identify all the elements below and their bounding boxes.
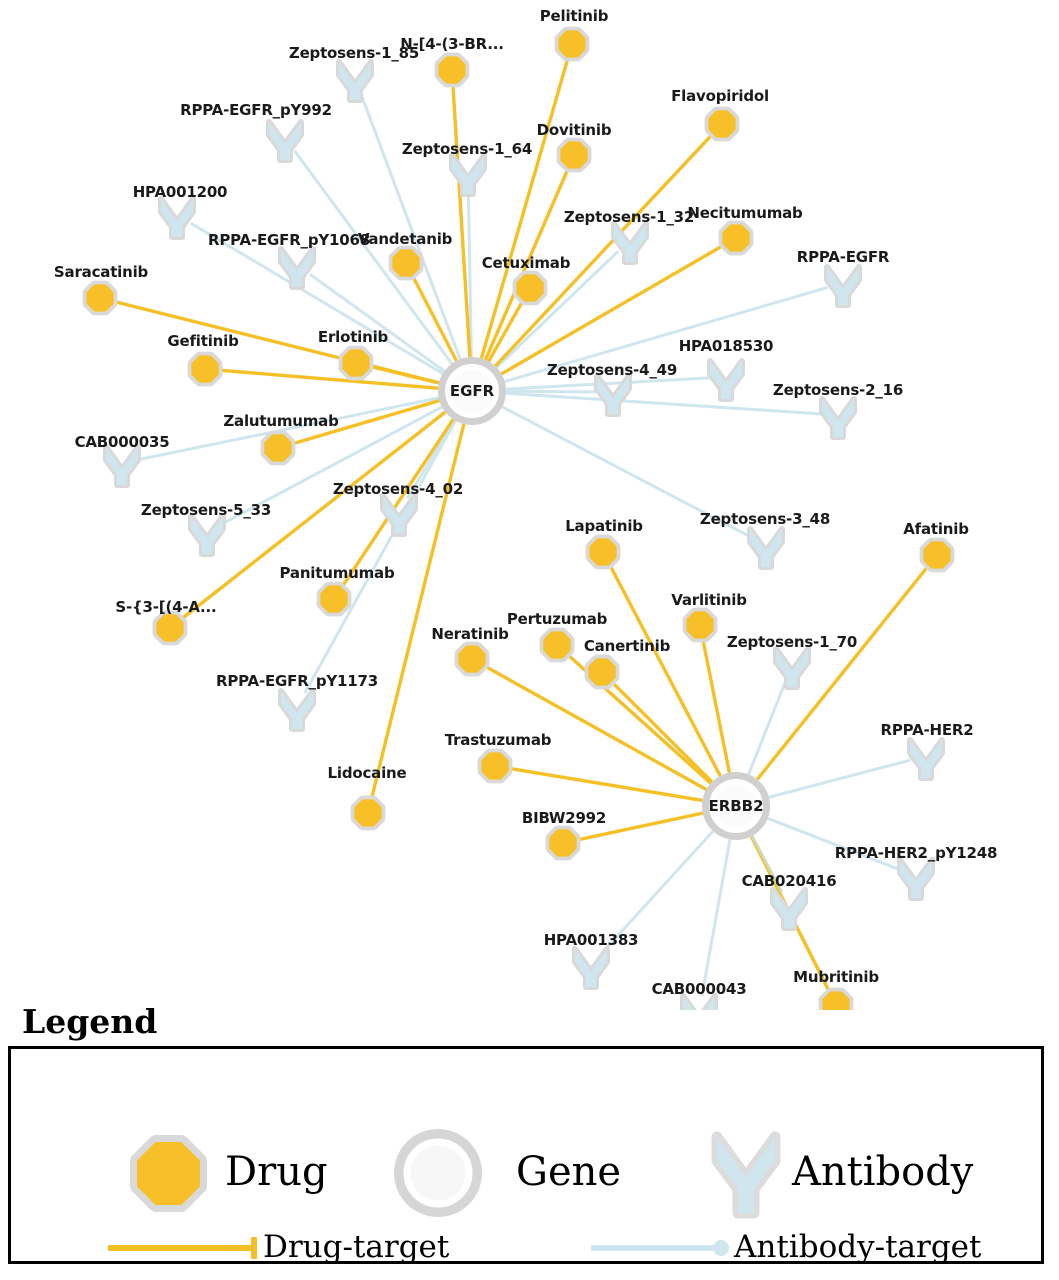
antibody-label: HPA018530 xyxy=(678,337,774,355)
drug-label: Cetuximab xyxy=(481,254,571,272)
drug-label: S-{3-[(4-A... xyxy=(115,598,217,616)
drug-node[interactable] xyxy=(343,350,369,376)
antibody-node[interactable] xyxy=(750,529,782,567)
drug-label: Gefitinib xyxy=(167,332,239,350)
legend-drug-icon xyxy=(138,1143,199,1204)
antibody-node[interactable] xyxy=(827,267,859,305)
drug-label: Panitumumab xyxy=(279,564,395,582)
drug-node[interactable] xyxy=(924,542,950,568)
antibody-label: Zeptosens-1_64 xyxy=(401,140,533,158)
antibody-label: CAB020416 xyxy=(741,872,837,890)
drug-node[interactable] xyxy=(87,285,113,311)
antibody-label: RPPA-EGFR_pY992 xyxy=(180,101,332,119)
antibody-label: RPPA-EGFR_pY1068 xyxy=(208,231,370,249)
drug-node[interactable] xyxy=(439,57,465,83)
drug-node[interactable] xyxy=(157,615,183,641)
antibody-node[interactable] xyxy=(822,399,854,437)
drug-node[interactable] xyxy=(459,646,485,672)
drug-label: Dovitinib xyxy=(536,121,612,139)
drug-node[interactable] xyxy=(590,539,616,565)
drug-node[interactable] xyxy=(517,275,543,301)
antibody-node[interactable] xyxy=(191,516,223,554)
antibody-node[interactable] xyxy=(106,447,138,485)
legend-title: Legend xyxy=(22,1002,158,1041)
gene-label: EGFR xyxy=(449,382,495,400)
drug-node[interactable] xyxy=(687,612,713,638)
drug-label: Afatinib xyxy=(903,520,969,538)
drug-node[interactable] xyxy=(321,586,347,612)
drug-node[interactable] xyxy=(550,830,576,856)
antibody-label: RPPA-EGFR xyxy=(796,248,890,266)
drug-node[interactable] xyxy=(355,800,381,826)
drug-label: Mubritinib xyxy=(793,968,879,986)
legend-antibody-icon xyxy=(717,1137,775,1213)
antibody-label: HPA001200 xyxy=(132,183,228,201)
drug-node[interactable] xyxy=(393,250,419,276)
drug-label: N-[4-(3-BR... xyxy=(400,35,504,53)
drug-node[interactable] xyxy=(723,225,749,251)
antibody-label: Zeptosens-1_70 xyxy=(726,633,858,651)
antibody-label: Zeptosens-5_33 xyxy=(140,501,272,519)
legend-gene-label: Gene xyxy=(516,1149,622,1195)
drug-label: Necitumumab xyxy=(687,204,803,222)
drug-node[interactable] xyxy=(589,659,615,685)
drug-node[interactable] xyxy=(544,632,570,658)
drug-label: Erlotinib xyxy=(317,328,389,346)
drug-node[interactable] xyxy=(709,111,735,137)
antibody-node[interactable] xyxy=(575,949,607,987)
antibody-node[interactable] xyxy=(161,199,193,237)
antibody-label: RPPA-EGFR_pY1173 xyxy=(216,672,378,690)
antibody-node[interactable] xyxy=(773,890,805,928)
antibody-node[interactable] xyxy=(597,376,629,414)
gene-label: ERBB2 xyxy=(708,797,764,815)
drug-node[interactable] xyxy=(192,356,218,382)
drug-label: Pelitinib xyxy=(539,7,609,25)
legend-antibody-label: Antibody xyxy=(792,1149,974,1195)
antibody-label: CAB000035 xyxy=(74,433,170,451)
drug-node[interactable] xyxy=(823,992,849,1010)
antibody-label: Zeptosens-2_16 xyxy=(772,381,904,399)
drug-node[interactable] xyxy=(265,435,291,461)
antibody-label: Zeptosens-4_49 xyxy=(546,361,678,379)
antibody-label: Zeptosens-1_85 xyxy=(288,44,420,62)
drug-label: Lidocaine xyxy=(327,764,407,782)
drug-node[interactable] xyxy=(561,142,587,168)
drug-label: Trastuzumab xyxy=(444,731,552,749)
antibody-label: Zeptosens-1_32 xyxy=(563,208,695,226)
legend-drug-edge xyxy=(108,1237,254,1259)
legend-panel xyxy=(0,1002,1059,1280)
legend-drug-label: Drug xyxy=(225,1149,328,1195)
antibody-label: CAB000043 xyxy=(651,980,747,998)
antibody-label: HPA001383 xyxy=(543,931,639,949)
legend-box xyxy=(8,1046,1044,1264)
drug-label: Varlitinib xyxy=(671,591,747,609)
antibody-label: RPPA-HER2_pY1248 xyxy=(834,844,998,862)
antibody-node[interactable] xyxy=(900,860,932,898)
drug-node[interactable] xyxy=(559,31,585,57)
legend-gene-icon xyxy=(400,1135,476,1211)
drug-label: Vandetanib xyxy=(357,230,453,248)
antibody-node[interactable] xyxy=(339,62,371,100)
antibody-label: RPPA-HER2 xyxy=(880,721,974,739)
drug-label: Saracatinib xyxy=(53,263,149,281)
drug-label: BIBW2992 xyxy=(521,809,607,827)
legend-antibody-target-label: Antibody-target xyxy=(734,1229,982,1265)
antibody-node[interactable] xyxy=(910,740,942,778)
drug-label: Lapatinib xyxy=(565,517,643,535)
drug-label: Pertuzumab xyxy=(506,610,608,628)
drug-label: Neratinib xyxy=(431,625,509,643)
antibody-node[interactable] xyxy=(683,996,715,1010)
legend-drug-target-label: Drug-target xyxy=(263,1229,450,1265)
legend-antibody-edge xyxy=(591,1240,729,1256)
drug-label: Flavopiridol xyxy=(671,87,769,105)
antibody-node[interactable] xyxy=(452,156,484,194)
drug-label: Zalutumumab xyxy=(223,412,339,430)
antibody-label: Zeptosens-4_02 xyxy=(332,480,464,498)
antibody-node[interactable] xyxy=(281,691,313,729)
antibody-node[interactable] xyxy=(710,361,742,399)
drug-label: Canertinib xyxy=(583,637,671,655)
antibody-label: Zeptosens-3_48 xyxy=(699,510,831,528)
antibody-node[interactable] xyxy=(776,649,808,687)
drug-node[interactable] xyxy=(482,753,508,779)
antibody-node[interactable] xyxy=(614,224,646,262)
